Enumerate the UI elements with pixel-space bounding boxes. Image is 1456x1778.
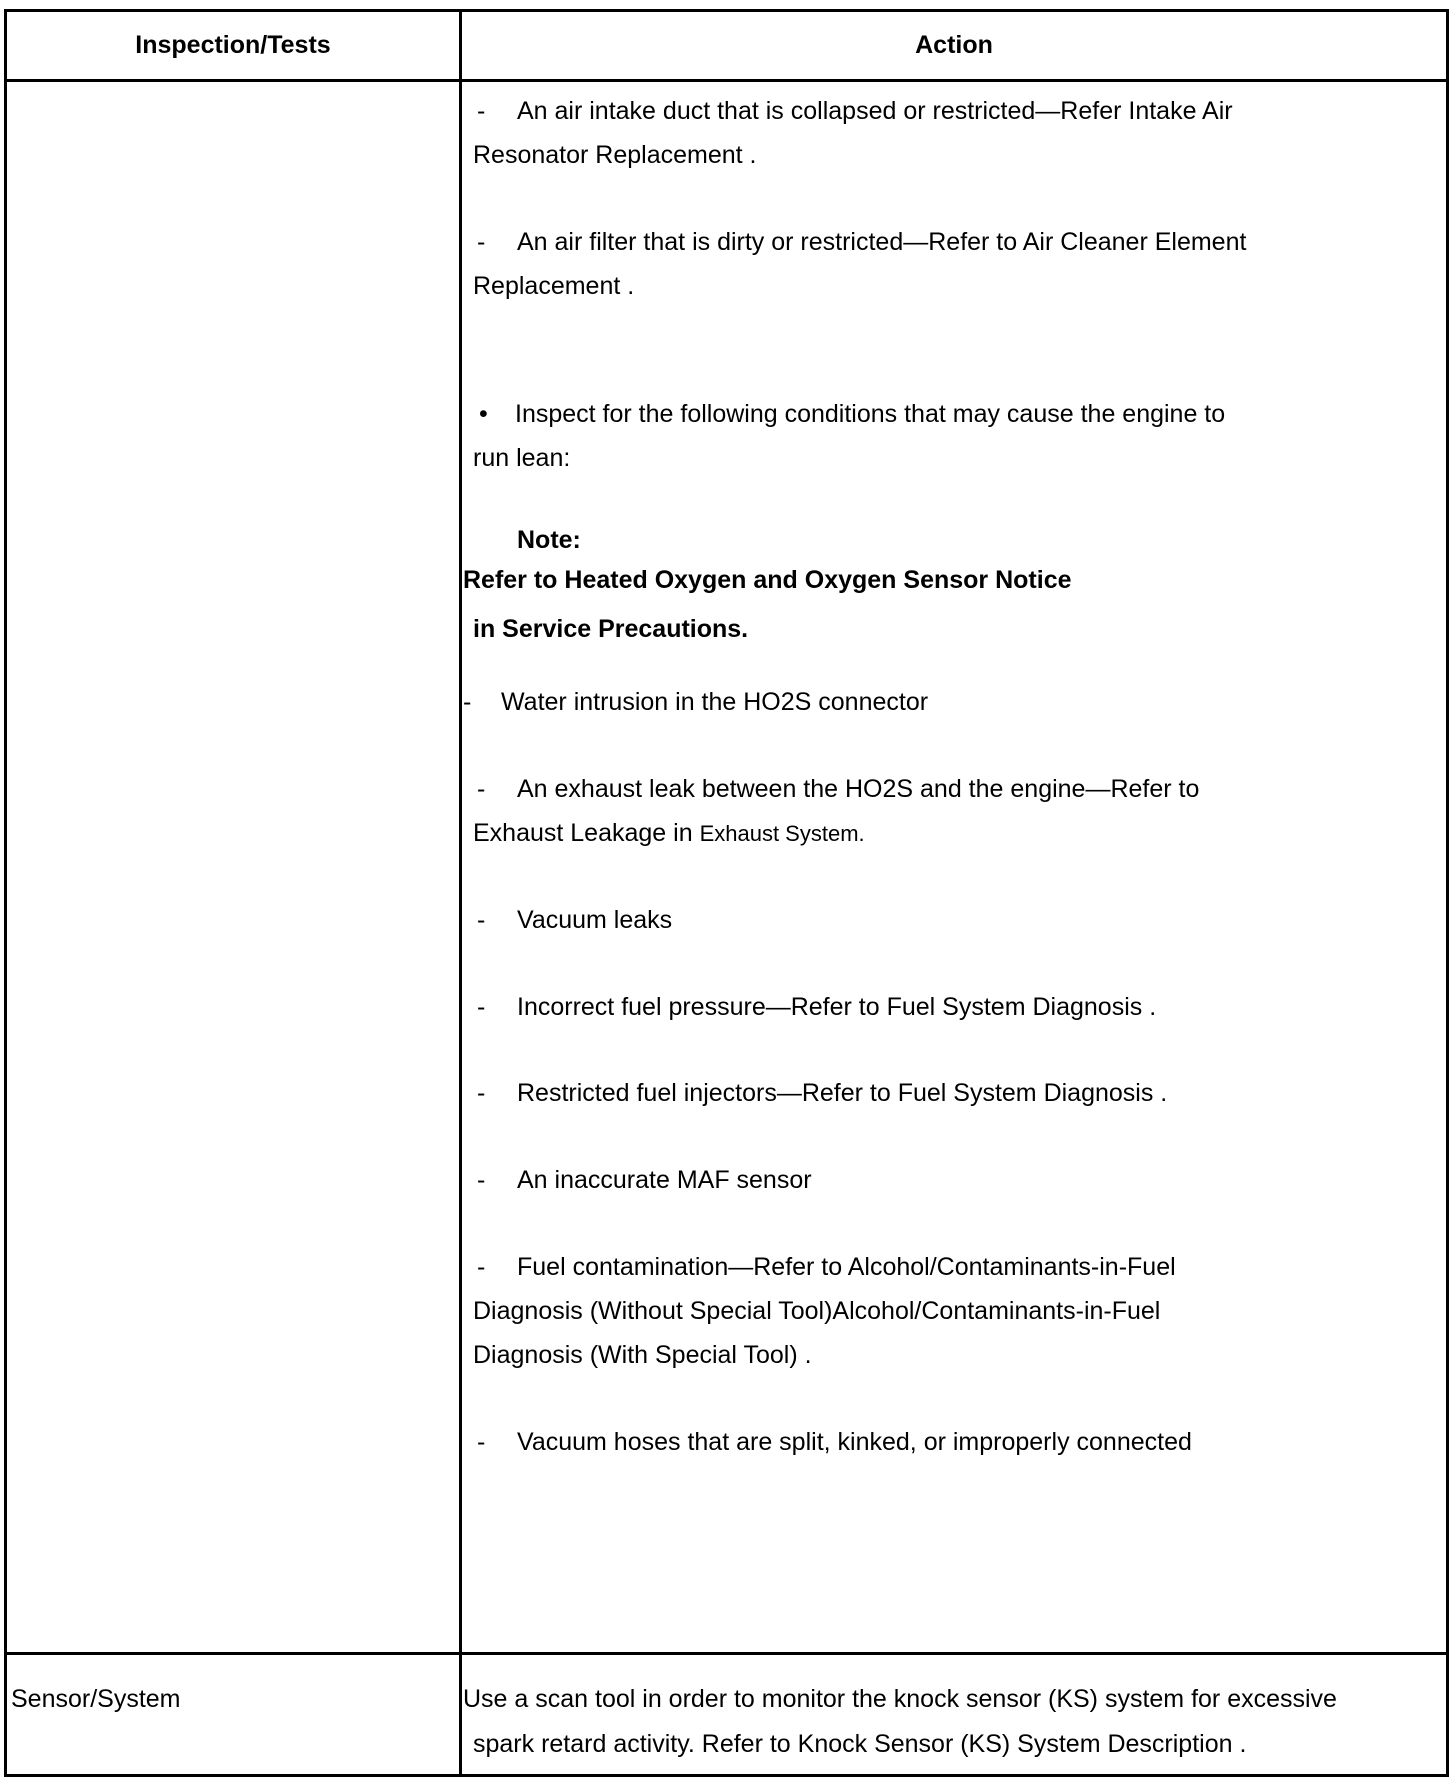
contamination-line-3: Diagnosis (With Special Tool) . [473, 1341, 812, 1369]
dash-icon: - [477, 1079, 486, 1107]
contamination-line-2: Diagnosis (Without Special Tool)Alcohol/Contaminants-in-Fuel [473, 1297, 1161, 1325]
exhaust-line-2-b: Exhaust System. [699, 821, 865, 846]
intake-line-1: An air intake duct that is collapsed or restricted—Refer Intake Air [517, 97, 1233, 125]
water-intrusion: Water intrusion in the HO2S connector [501, 688, 929, 716]
fuel-pressure: Incorrect fuel pressure—Refer to Fuel System Diagnosis . [517, 993, 1157, 1021]
dash-icon: - [477, 97, 486, 125]
contamination-line-1: Fuel contamination—Refer to Alcohol/Contaminants-in-Fuel [517, 1253, 1176, 1281]
header-inspection: Inspection/Tests [135, 31, 331, 59]
dash-icon: - [477, 1253, 486, 1281]
header-divider [7, 79, 1446, 82]
note-line-1: Refer to Heated Oxygen and Oxygen Sensor Notice [463, 566, 1072, 594]
exhaust-line-2 [473, 811, 865, 856]
intake-line-2: Resonator Replacement . [473, 141, 757, 169]
dash-icon: - [477, 993, 486, 1021]
vacuum-leaks: Vacuum leaks [517, 906, 673, 934]
dash-icon: - [477, 1428, 486, 1456]
dash-icon: - [477, 906, 486, 934]
vacuum-hoses: Vacuum hoses that are split, kinked, or improperly connected [517, 1428, 1192, 1456]
row2-action-line-2: spark retard activity. Refer to Knock Sensor (KS) System Description . [473, 1730, 1247, 1758]
dash-icon: - [477, 1166, 486, 1194]
inspect-line-2: run lean: [473, 444, 571, 472]
dash-icon: - [477, 775, 486, 803]
fuel-injectors: Restricted fuel injectors—Refer to Fuel System Diagnosis . [517, 1079, 1168, 1107]
dash-icon: - [463, 688, 472, 716]
note-label: Note: [517, 526, 581, 554]
filter-line-1: An air filter that is dirty or restricted—Refer to Air Cleaner Element [517, 228, 1247, 256]
note-line-2: in Service Precautions. [473, 615, 749, 643]
row-divider [7, 1652, 1446, 1655]
inspect-line-1: Inspect for the following conditions that may cause the engine to [515, 400, 1226, 428]
inspection-table [4, 9, 1449, 1777]
exhaust-line-1: An exhaust leak between the HO2S and the engine—Refer to [517, 775, 1200, 803]
exhaust-line-2-a: Exhaust Leakage in [473, 819, 693, 847]
bullet-icon: • [479, 400, 488, 428]
column-divider [459, 12, 462, 1774]
row2-action-line-1: Use a scan tool in order to monitor the knock sensor (KS) system for excessive [463, 1685, 1337, 1713]
header-action: Action [915, 31, 993, 59]
filter-line-2: Replacement . [473, 272, 635, 300]
dash-icon: - [477, 228, 486, 256]
maf-sensor: An inaccurate MAF sensor [517, 1166, 812, 1194]
row2-inspection: Sensor/System [11, 1685, 181, 1713]
